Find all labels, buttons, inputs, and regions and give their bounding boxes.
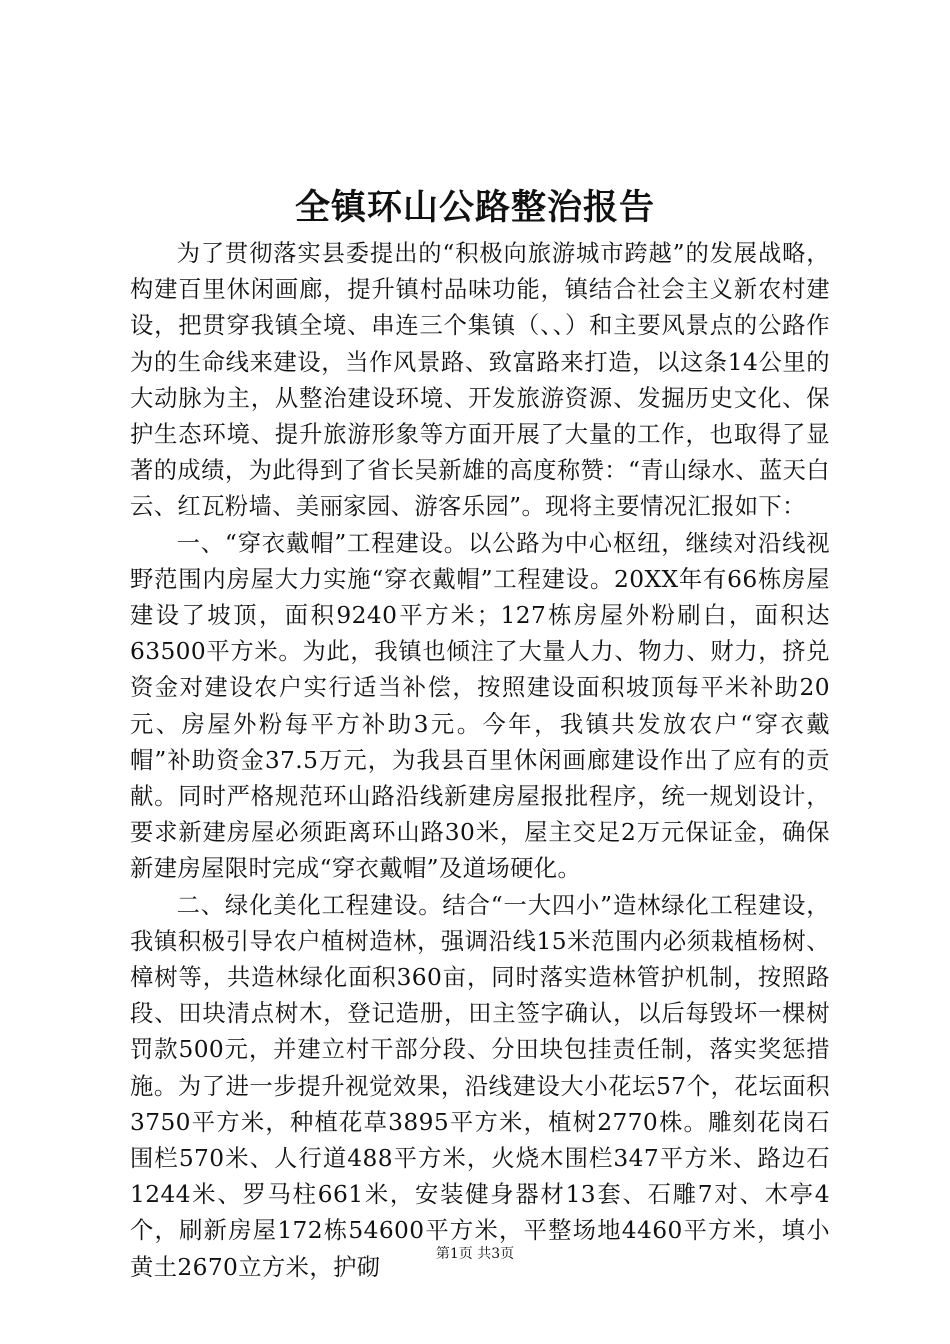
document-title: 全镇环山公路整治报告 xyxy=(294,187,655,228)
paragraph-section-one: 一、“穿衣戴帽”工程建设。以公路为中心枢纽，继续对沿线视野范围内房屋大力实施“穿衣戴帽”工程建设。20XX年有66栋房屋建设了坡顶，面积9240平方米；127栋房屋外粉刷白，面积达63500平方米。为此，我镇也倾注了大量人力、物力、财力，挤兑资金对建设农户实行适当补偿，按照建设面积坡顶每平米补助20元、房屋外粉每平方补助3元。今年，我镇共发放农户“穿衣戴帽”补助资金37.5万元，为我县百里休闲画廊建设作出了应有的贡献。同时严格规范环山路沿线新建房屋报批程序，统一规划设计，要求新建房屋必须距离环山路30米，屋主交足2万元保证金，确保新建房屋限时完成“穿衣戴帽”及道场硬化。 xyxy=(130,529,830,883)
paragraph-intro: 为了贯彻落实县委提出的“积极向旅游城市跨越”的发展战略，构建百里休闲画廊，提升镇村品味功能，镇结合社会主义新农村建设，把贯穿我镇全境、串连三个集镇（、、）和主要风景点的公路作为的生命线来建设，当作风景路、致富路来打造，以这条14公里的大动脉为主，从整治建设环境、开发旅游资源、发掘历史文化、保护生态环境、提升旅游形象等方面开展了大量的工作，也取得了显著的成绩，为此得到了省长吴新雄的高度称赞：“青山绿水、蓝天白云、红瓦粉墙、美丽家园、游客乐园”。现将主要情况汇报如下： xyxy=(130,240,830,521)
page-number-footer: 第1页 共3页 xyxy=(435,1246,515,1262)
paragraph-section-two: 二、绿化美化工程建设。结合“一大四小”造林绿化工程建设，我镇积极引导农户植树造林，强调沿线15米范围内必须栽植杨树、樟树等，共造林绿化面积360亩，同时落实造林管护机制，按照路段、田块清点树木，登记造册，田主签字确认，以后每毁坏一棵树罚款500元，并建立村干部分段、分田块包挂责任制，落实奖惩措施。为了进一步提升视觉效果，沿线建设大小花坛57个，花坛面积3750平方米，种植花草3895平方米，植树2770株。雕刻花岗石围栏570米、人行道488平方米，火烧木围栏347平方米、路边石1244米、罗马柱661米，安装健身器材13套、石雕7对、木亭4个，刷新房屋172栋54600平方米，平整场地4460平方米，填小黄土2670立方米，护砌 xyxy=(130,891,830,1281)
document-body xyxy=(130,236,830,1286)
